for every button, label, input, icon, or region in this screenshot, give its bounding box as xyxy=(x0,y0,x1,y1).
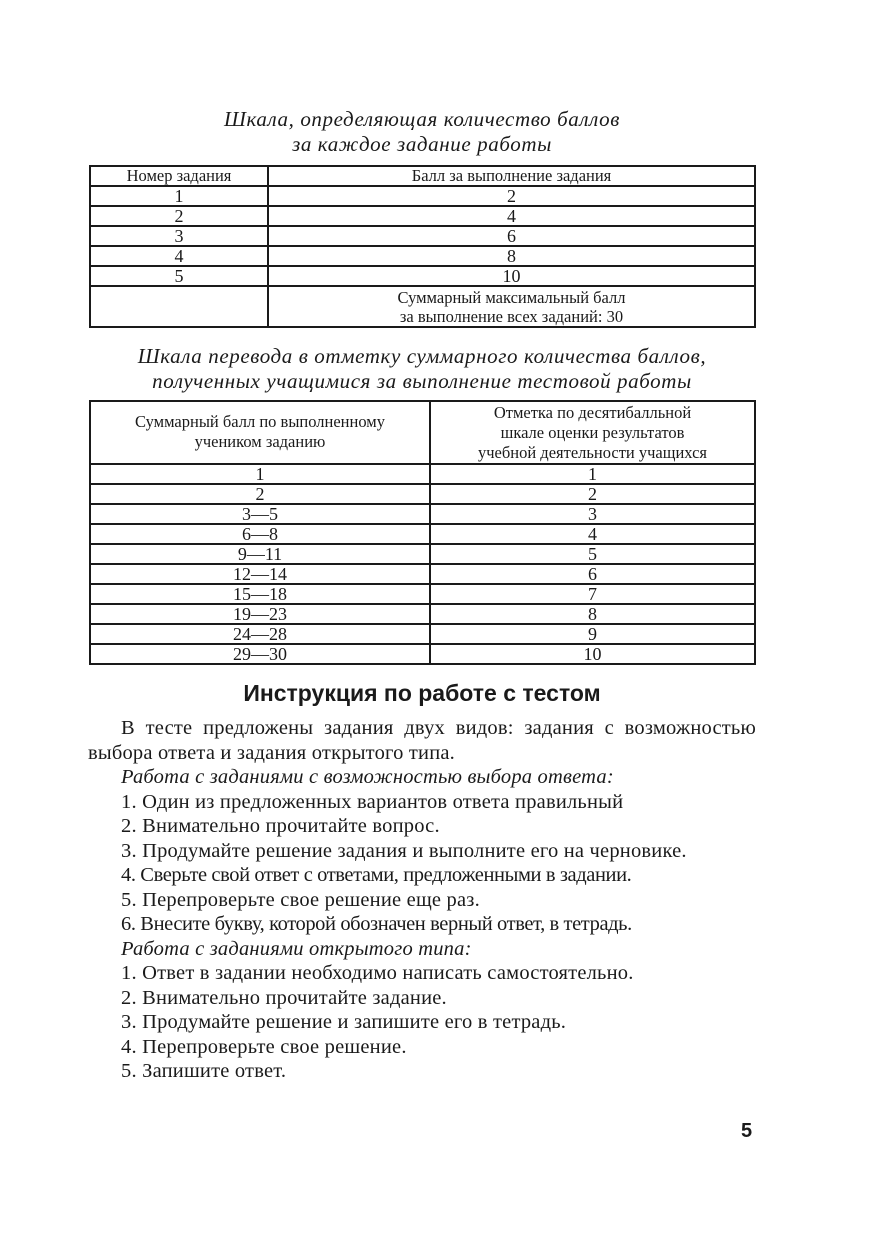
summary-cell xyxy=(268,286,755,327)
header-task-points: Балл за выполнение задания xyxy=(268,166,755,186)
header-col2-line3: учебной деятельности учащихся xyxy=(478,443,707,462)
points-per-task-table xyxy=(89,165,756,328)
table-row xyxy=(90,624,755,644)
task-points: 6 xyxy=(268,226,755,246)
table1-caption-line1: Шкала, определяющая количество баллов xyxy=(224,107,620,131)
grade-conversion-table xyxy=(89,400,756,665)
table-row xyxy=(90,464,755,484)
choice-item: 2. Внимательно прочитайте вопрос. xyxy=(121,815,440,837)
page-number: 5 xyxy=(741,1120,753,1142)
task-number: 2 xyxy=(90,206,268,226)
grade: 4 xyxy=(430,524,755,544)
summary-line2: за выполнение всех заданий: 30 xyxy=(399,307,624,326)
table-row xyxy=(90,604,755,624)
table1-caption xyxy=(88,107,756,157)
instructions-heading: Инструкция по работе с тестом xyxy=(243,680,601,706)
choice-item: 5. Перепроверьте свое решение еще раз. xyxy=(121,888,480,911)
points-range: 12—14 xyxy=(90,564,430,584)
points-range: 24—28 xyxy=(90,624,430,644)
grade: 10 xyxy=(430,644,755,664)
table2-caption-line2: полученных учащимися за выполнение тестовой работы xyxy=(152,369,692,393)
table2-caption-line1: Шкала перевода в отметку суммарного количества баллов, xyxy=(137,344,707,368)
summary-empty-cell xyxy=(90,286,268,327)
table-row xyxy=(90,584,755,604)
table-row xyxy=(90,544,755,564)
grade: 3 xyxy=(430,504,755,524)
table-row xyxy=(90,266,755,286)
summary-line1: Суммарный максимальный балл xyxy=(397,288,626,307)
open-item: 4. Перепроверьте свое решение. xyxy=(121,1035,407,1058)
table2-caption xyxy=(88,344,756,394)
task-points: 10 xyxy=(268,266,755,286)
choice-item: 3. Продумайте решение задания и выполните его на черновике. xyxy=(121,839,687,862)
task-points: 8 xyxy=(268,246,755,266)
task-points: 2 xyxy=(268,186,755,206)
table-row xyxy=(90,186,755,206)
grade: 8 xyxy=(430,604,755,624)
instructions-body xyxy=(88,716,756,1084)
choice-section-title: Работа с заданиями с возможностью выбора ответа: xyxy=(121,766,614,788)
choice-item: 6. Внесите букву, которой обозначен верный ответ, в тетрадь. xyxy=(121,913,632,935)
open-item: 2. Внимательно прочитайте задание. xyxy=(121,986,447,1009)
points-range: 15—18 xyxy=(90,584,430,604)
table-row xyxy=(90,246,755,266)
table-row xyxy=(90,524,755,544)
table-row xyxy=(90,564,755,584)
table-row xyxy=(90,644,755,664)
table-header-row xyxy=(90,166,755,186)
grade: 7 xyxy=(430,584,755,604)
header-total-points xyxy=(90,401,430,464)
table-row xyxy=(90,484,755,504)
task-number: 1 xyxy=(90,186,268,206)
open-item: 1. Ответ в задании необходимо написать самостоятельно. xyxy=(121,962,634,984)
header-col2-line1: Отметка по десятибалльной xyxy=(493,403,692,422)
table-row xyxy=(90,206,755,226)
points-range: 29—30 xyxy=(90,644,430,664)
points-range: 2 xyxy=(90,484,430,504)
instructions-intro: В тесте предложены задания двух видов: задания с возможностью выбора ответа и задания открытого типа. xyxy=(88,717,756,764)
grade: 9 xyxy=(430,624,755,644)
header-col2-line2: шкале оценки результатов xyxy=(500,423,685,442)
grade: 5 xyxy=(430,544,755,564)
points-range: 1 xyxy=(90,464,430,484)
task-number: 4 xyxy=(90,246,268,266)
header-grade xyxy=(430,401,755,464)
points-range: 6—8 xyxy=(90,524,430,544)
points-range: 3—5 xyxy=(90,504,430,524)
choice-item: 1. Один из предложенных вариантов ответа правильный xyxy=(121,790,624,813)
header-col1-line2: учеником заданию xyxy=(194,432,326,451)
table-row xyxy=(90,504,755,524)
open-item: 3. Продумайте решение и запишите его в тетрадь. xyxy=(121,1011,567,1033)
grade: 1 xyxy=(430,464,755,484)
task-number: 5 xyxy=(90,266,268,286)
open-section-title: Работа с заданиями открытого типа: xyxy=(121,937,472,960)
task-points: 4 xyxy=(268,206,755,226)
table-row xyxy=(90,226,755,246)
header-col1-line1: Суммарный балл по выполненному xyxy=(135,412,385,431)
table-header-row xyxy=(90,401,755,464)
task-number: 3 xyxy=(90,226,268,246)
header-task-number: Номер задания xyxy=(90,166,268,186)
open-item: 5. Запишите ответ. xyxy=(121,1060,287,1082)
grade: 2 xyxy=(430,484,755,504)
grade: 6 xyxy=(430,564,755,584)
table1-caption-line2: за каждое задание работы xyxy=(292,132,552,156)
points-range: 19—23 xyxy=(90,604,430,624)
points-range: 9—11 xyxy=(90,544,430,564)
summary-row xyxy=(90,286,755,327)
choice-item: 4. Сверьте свой ответ с ответами, предложенными в задании. xyxy=(121,864,632,886)
